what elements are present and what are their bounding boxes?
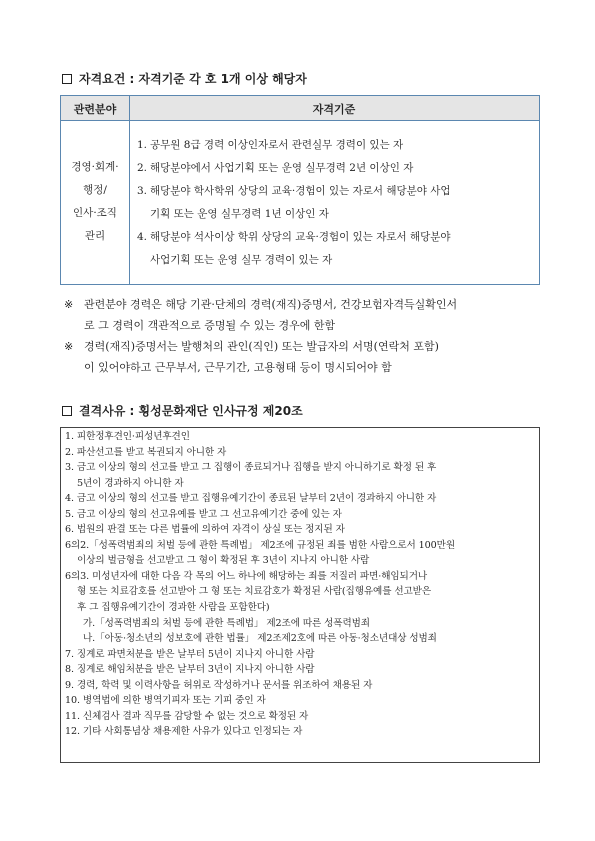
reference-mark-icon: ※ xyxy=(64,298,74,311)
disqualification-line: 1. 피한정후견인·피성년후견인 xyxy=(65,431,190,442)
disqualification-line: 6. 법원의 판결 또는 다른 법률에 의하여 자격이 상실 또는 정지된 자 xyxy=(65,524,345,536)
section-title: 결격사유 : 횡성문화재단 인사규정 제20조 xyxy=(79,404,303,418)
requirement-line: 사업기획 또는 운영 실무 경력이 있는 자 xyxy=(150,254,333,266)
requirement-number: 2. xyxy=(137,162,148,174)
disqualification-line: 2. 파산선고를 받고 복권되지 아니한 자 xyxy=(65,446,227,458)
field-line: 행정/ xyxy=(83,184,107,196)
reference-mark-icon: ※ xyxy=(64,340,74,353)
column-divider xyxy=(129,96,130,284)
checkbox-icon xyxy=(62,74,72,84)
checkbox-icon xyxy=(62,406,72,416)
section-title: 자격요건 : 자격기준 각 호 1개 이상 해당자 xyxy=(79,72,307,86)
disqualification-line: 11. 신체검사 결과 직무를 감당할 수 없는 것으로 확정된 자 xyxy=(65,710,309,722)
disqualification-line: 6의2.「성폭력범죄의 처벌 등에 관한 특례법」 제2조에 규정된 죄를 범한 사람으로서 100만원 xyxy=(65,539,455,551)
notes xyxy=(64,294,544,378)
field-line: 관리 xyxy=(84,230,106,242)
requirement-number: 3. xyxy=(137,185,148,197)
disqualification-line: 12. 기타 사회통념상 채용제한 사유가 있다고 인정되는 자 xyxy=(65,726,303,738)
requirement-item xyxy=(137,226,533,272)
disqualification-box xyxy=(60,427,540,763)
disqualification-line: 3. 금고 이상의 형의 선고를 받고 그 집행이 종료되거나 집행을 받지 아니하기로 확정 된 후 xyxy=(65,462,437,474)
requirement-item xyxy=(137,180,533,226)
disqualification-line: 5. 금고 이상의 형의 선고유예를 받고 그 선고유예기간 중에 있는 자 xyxy=(65,508,342,520)
requirement-item xyxy=(137,157,533,180)
note-line: 이 있어야하고 근무부서, 근무기간, 고용형태 등이 명시되어야 함 xyxy=(84,361,392,374)
field-line: 경영·회계· xyxy=(71,161,119,173)
disqualification-line: 6의3. 미성년자에 대한 다음 각 목의 어느 하나에 해당하는 죄를 저질러 파면·해임되거나 xyxy=(65,570,428,582)
disqualification-line: 8. 징계로 해임처분을 받은 날부터 3년이 지나지 아니한 사람 xyxy=(65,664,315,676)
disqualification-line: 후 그 집행유예기간이 경과한 사람을 포함한다) xyxy=(77,602,270,614)
section-heading-disqualifications xyxy=(62,402,303,419)
section-heading-qualifications xyxy=(62,70,307,87)
requirement-number: 1. xyxy=(137,139,148,151)
note-item xyxy=(64,336,544,378)
disqualification-line: 형 또는 치료감호를 선고받아 그 형 또는 치료감호가 확정된 사람(집행유예를 선고받은 xyxy=(77,586,432,598)
qualification-table xyxy=(60,95,540,285)
disqualification-line: 10. 병역법에 의한 병역기피자 또는 기피 중인 자 xyxy=(65,695,266,707)
requirement-number: 4. xyxy=(137,231,148,243)
disqualification-line: 가.「성폭력범죄의 처벌 등에 관한 특례법」 제2조에 따른 성폭력범죄 xyxy=(83,617,370,629)
disqualification-line: 7. 징계로 파면처분을 받은 날부터 5년이 지나지 아니한 사람 xyxy=(65,648,315,660)
requirement-line: 공무원 8급 경력 이상인자로서 관련실무 경력이 있는 자 xyxy=(150,139,404,151)
disqualification-line: 4. 금고 이상의 형의 선고를 받고 집행유예기간이 종료된 날부터 2년이 경과하지 아니한 자 xyxy=(65,493,437,505)
note-line: 관련분야 경력은 해당 기관·단체의 경력(재직)증명서, 건강보험자격득실확인서 xyxy=(84,298,458,311)
requirement-line: 해당분야에서 사업기획 또는 운영 실무경력 2년 이상인 자 xyxy=(150,162,414,174)
requirement-item xyxy=(137,134,533,157)
column-header-field: 관련분야 xyxy=(73,103,117,116)
disqualification-line: 5년이 경과하지 아니한 자 xyxy=(77,477,184,489)
note-line: 경력(재직)증명서는 발행처의 관인(직인) 또는 발급자의 서명(연락처 포함) xyxy=(84,340,439,353)
disqualification-line: 9. 경력, 학력 및 이력사항을 허위로 작성하거나 문서를 위조하여 채용된 자 xyxy=(65,679,373,691)
note-line: 로 그 경력이 객관적으로 증명될 수 있는 경우에 한함 xyxy=(84,319,336,332)
note-item xyxy=(64,294,544,336)
requirement-line: 해당분야 석사이상 학위 상당의 교육·경험이 있는 자로서 해당분야 xyxy=(150,231,451,243)
disqualification-line: 나.「아동·청소년의 성보호에 관한 법률」 제2조제2호에 따른 아동·청소년대상 성범죄 xyxy=(83,633,437,645)
field-cell xyxy=(61,120,129,284)
table-header-row xyxy=(61,96,539,121)
field-line: 인사·조직 xyxy=(73,207,117,219)
requirements-list xyxy=(137,134,533,272)
disqualification-line: 이상의 벌금형을 선고받고 그 형이 확정된 후 3년이 지나지 아니한 사람 xyxy=(77,555,370,567)
column-header-requirements: 자격기준 xyxy=(312,103,356,116)
requirement-line: 해당분야 학사학위 상당의 교육·경험이 있는 자로서 해당분야 사업 xyxy=(150,185,451,197)
requirement-line: 기획 또는 운영 실무경력 1년 이상인 자 xyxy=(150,208,329,220)
